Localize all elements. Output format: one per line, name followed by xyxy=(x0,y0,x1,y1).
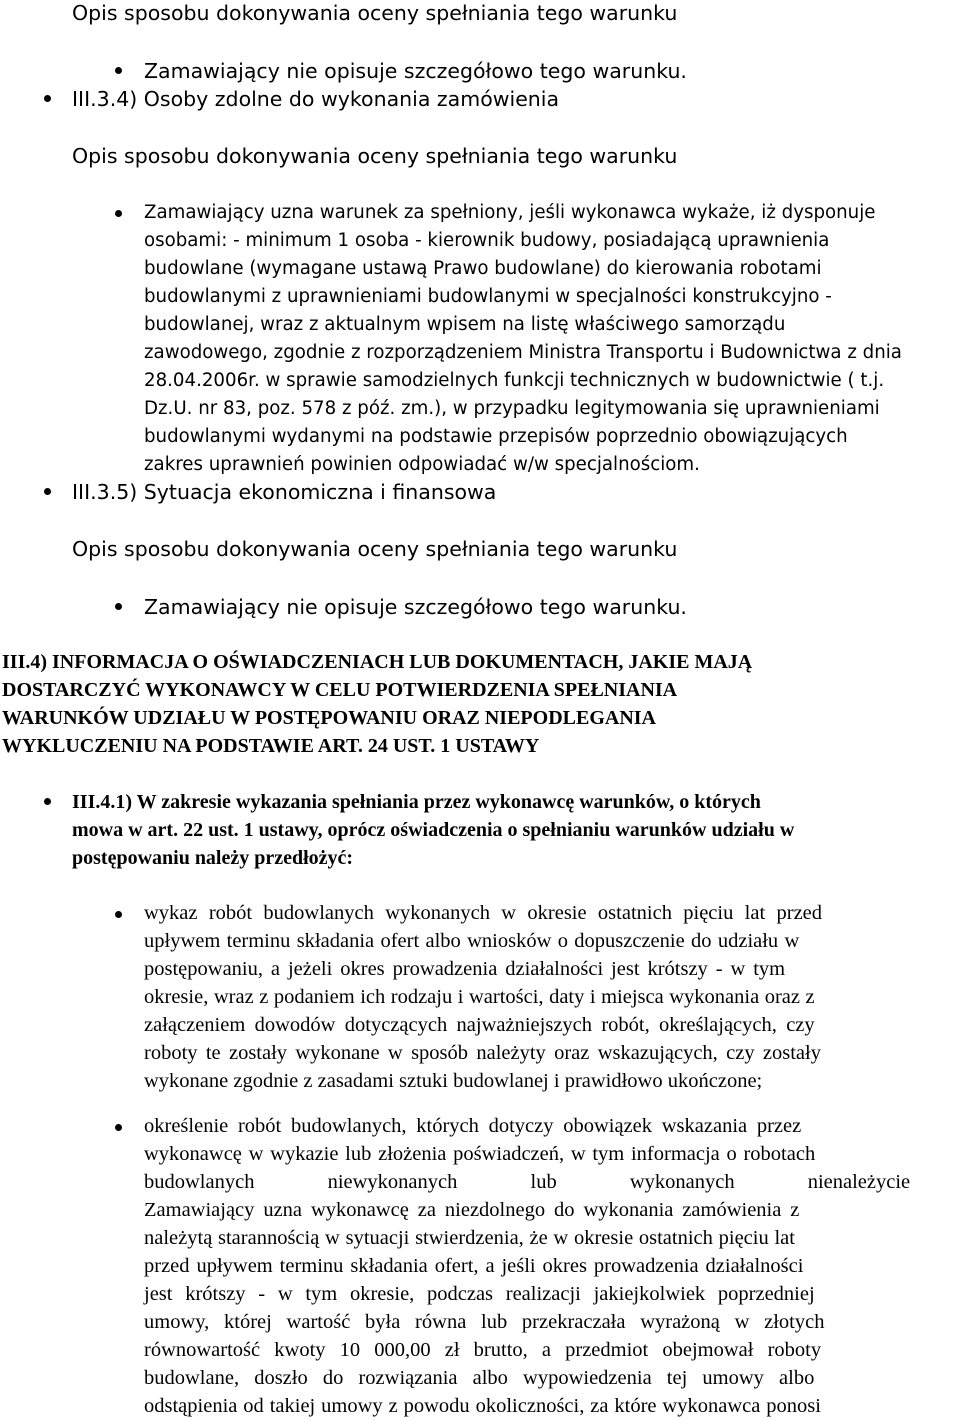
list-item-line: osobami: - minimum 1 osoba - kierownik budowy, posiadającą uprawnienia xyxy=(144,230,830,251)
subsection-title: postępowaniu należy przedłożyć: xyxy=(72,847,354,869)
list-item-line: odstąpienia od takiej umowy z powodu okoliczności, za które wykonawca ponosi xyxy=(144,1395,821,1417)
list-item-line: przed upływem terminu składania ofert, a jeśli okres prowadzenia działalności xyxy=(144,1255,804,1277)
list-item-line: należytą starannością w sytuacji stwierdzenia, że w okresie ostatnich pięciu lat xyxy=(144,1227,795,1249)
bullet-icon xyxy=(115,67,122,74)
list-item-line: wykonawcę w wykazie lub złożenia poświadczeń, w tym informacja o robotach xyxy=(144,1143,816,1165)
list-item-line: budowlanych niewykonanych lub wykonanych nienależycie xyxy=(144,1171,911,1193)
section-heading: Opis sposobu dokonywania oceny spełniania tego warunku xyxy=(72,1,678,25)
list-item-line: okresie, wraz z podaniem ich rodzaju i wartości, daty i miejsca wykonania oraz z xyxy=(144,986,815,1008)
list-item: Zamawiający nie opisuje szczegółowo tego warunku. xyxy=(144,595,687,619)
list-item-line: Zamawiający uzna wykonawcę za niezdolnego do wykonania zamówienia z xyxy=(144,1199,800,1221)
bullet-icon xyxy=(115,911,122,918)
section-title: DOSTARCZYĆ WYKONAWCY W CELU POTWIERDZENIA SPEŁNIANIA xyxy=(2,679,678,701)
list-item-line: Dz.U. nr 83, poz. 578 z póź. zm.), w przypadku legitymowania się uprawnieniami xyxy=(144,398,880,419)
bullet-icon xyxy=(44,798,51,805)
bullet-icon xyxy=(115,1124,122,1131)
list-item-line: umowy, której wartość była równa lub przekraczała wyrażoną w złotych xyxy=(144,1311,825,1333)
subsection-title: mowa w art. 22 ust. 1 ustawy, oprócz oświadczenia o spełnianiu warunków udziału w xyxy=(72,819,795,841)
list-item-line: wykaz robót budowlanych wykonanych w okresie ostatnich pięciu lat przed xyxy=(144,902,823,924)
list-item-line: budowlane, doszło do rozwiązania albo wypowiedzenia tej umowy albo xyxy=(144,1367,815,1389)
list-item-line: wykonane zgodnie z zasadami sztuki budowlanej i prawidłowo ukończone; xyxy=(144,1070,763,1092)
list-item-line: 28.04.2006r. w sprawie samodzielnych funkcji technicznych w budownictwie ( t.j. xyxy=(144,370,885,391)
section-title: WYKLUCZENIU NA PODSTAWIE ART. 24 UST. 1 USTAWY xyxy=(2,735,540,757)
subsection-title: III.4.1) W zakresie wykazania spełniania przez wykonawcę warunków, o których xyxy=(72,791,761,813)
list-item-line: postępowaniu, a jeżeli okres prowadzenia działalności jest krótszy - w tym xyxy=(144,958,786,980)
list-item-line: określenie robót budowlanych, których dotyczy obowiązek wskazania przez xyxy=(144,1115,802,1137)
list-item-line: Zamawiający uzna warunek za spełniony, jeśli wykonawca wykaże, iż dysponuje xyxy=(144,202,876,223)
list-item-line: zakres uprawnień powinien odpowiadać w/w specjalnościom. xyxy=(144,454,700,475)
bullet-icon xyxy=(115,210,122,217)
list-item-line: równowartość kwoty 10 000,00 zł brutto, a przedmiot obejmował roboty xyxy=(144,1339,822,1361)
list-item-line: roboty te zostały wykonane w sposób należyty oraz wskazujących, czy zostały xyxy=(144,1042,821,1064)
list-item-line: budowlane (wymagane ustawą Prawo budowlane) do kierowania robotami xyxy=(144,258,822,279)
list-item-line: budowlanymi z uprawnieniami budowlanymi w specjalności konstrukcyjno - xyxy=(144,286,832,307)
section-heading: Opis sposobu dokonywania oceny spełniania tego warunku xyxy=(72,537,678,561)
section-title: III.3.5) Sytuacja ekonomiczna i finansowa xyxy=(72,480,497,504)
list-item-line: załączeniem dowodów dotyczących najważniejszych robót, określających, czy xyxy=(144,1014,815,1036)
list-item-line: budowlanej, wraz z aktualnym wpisem na listę właściwego samorządu xyxy=(144,314,786,335)
list-item-line: jest krótszy - w tym okresie, podczas realizacji jakiejkolwiek poprzedniej xyxy=(144,1283,815,1305)
section-title: III.3.4) Osoby zdolne do wykonania zamówienia xyxy=(72,87,560,111)
list-item-line: budowlanymi wydanymi na podstawie przepisów poprzednio obowiązujących xyxy=(144,426,848,447)
section-heading: Opis sposobu dokonywania oceny spełniania tego warunku xyxy=(72,144,678,168)
bullet-icon xyxy=(115,603,122,610)
bullet-icon xyxy=(44,95,51,102)
list-item-line: zawodowego, zgodnie z rozporządzeniem Ministra Transportu i Budownictwa z dnia xyxy=(144,342,902,363)
bullet-icon xyxy=(44,488,51,495)
section-title: WARUNKÓW UDZIAŁU W POSTĘPOWANIU ORAZ NIEPODLEGANIA xyxy=(2,707,656,729)
list-item-line: upływem terminu składania ofert albo wniosków o dopuszczenie do udziału w xyxy=(144,930,800,952)
section-title: III.4) INFORMACJA O OŚWIADCZENIACH LUB DOKUMENTACH, JAKIE MAJĄ xyxy=(2,651,753,673)
list-item: Zamawiający nie opisuje szczegółowo tego warunku. xyxy=(144,59,687,83)
